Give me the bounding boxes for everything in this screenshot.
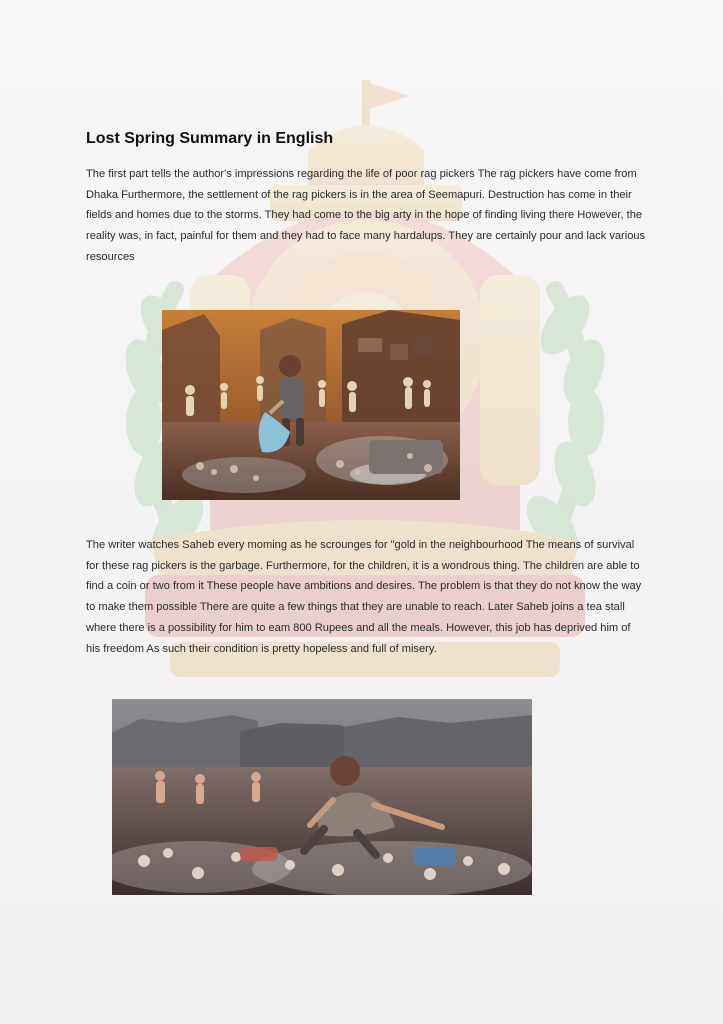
- rag-picker-street-image: [162, 310, 460, 500]
- page-title: Lost Spring Summary in English: [86, 130, 334, 147]
- summary-paragraph-2: The writer watches Saheb every moming as he scrounges for "gold in the neighbourhood The means of survival for these rag pickers is the garbage. Furthermore, for the children, it is a wondrous thing. The children are able to find a coin or two from it These people have ambitions and desires. The problem is that they do not know the way to make them possible There are quite a few things that they are unable to reach. Later Saheb joins a tea stall where there is a possibility for him to eam 800 Rupees and all the meals. However, this job has deprived him of his freedom As such their condition is pretty hopeless and full of misery.: [86, 539, 642, 655]
- slum-garbage-image: [112, 699, 532, 895]
- summary-paragraph-1: The first part tells the author's impressions regarding the life of poor rag pickers The rag pickers have come from Dhaka Furthermore, the settlement of the rag pickers is in the area of Seemapuri. Destruction has come in their fields and homes due to the storms. They had come to the big arty in the hope of finding living there However, the reality was, in fact, painful for them and they had to face many hardalups. They are certainly pour and lack various resources: [86, 168, 646, 263]
